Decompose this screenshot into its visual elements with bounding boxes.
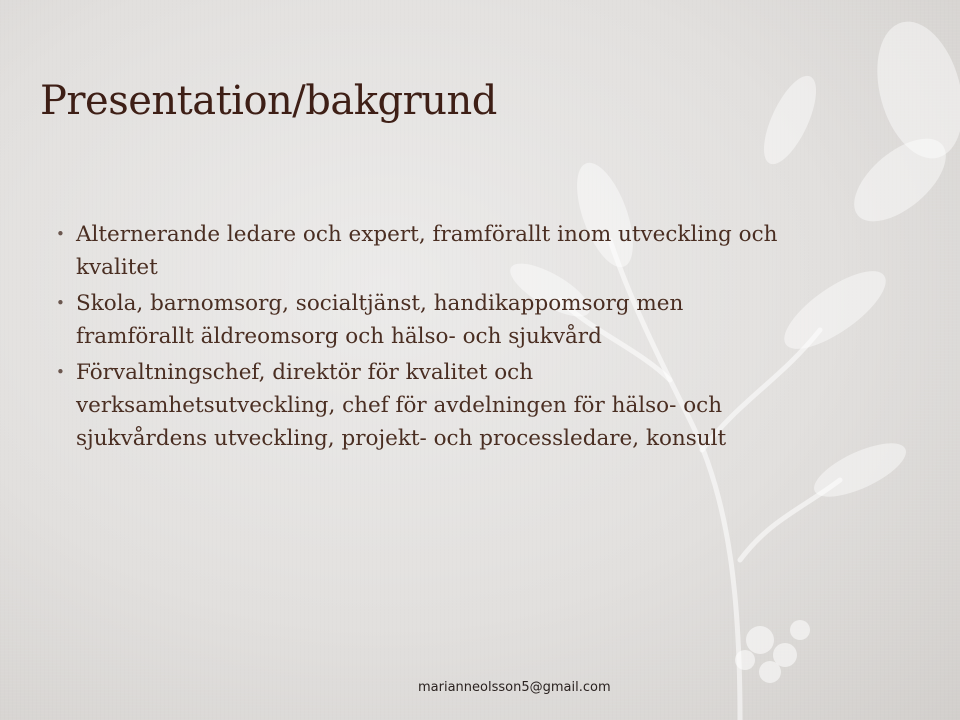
bullet-line: framförallt äldreomsorg och hälso- och sjukvård [76, 324, 602, 349]
slide-title: Presentation/bakgrund [40, 78, 497, 124]
bullet-line: kvalitet [76, 255, 158, 280]
bullet-line: Alternerande ledare och expert, framförallt inom utveckling och [76, 222, 778, 247]
bullet-icon: • [56, 225, 65, 243]
bullet-item [56, 287, 916, 353]
bullet-line: Skola, barnomsorg, socialtjänst, handikappomsorg men [76, 291, 684, 316]
bullet-icon: • [56, 363, 65, 381]
bullet-line: verksamhetsutveckling, chef för avdelningen för hälso- och [76, 393, 723, 418]
bullet-icon: • [56, 294, 65, 312]
bullet-item [56, 218, 916, 284]
bullet-item [56, 356, 916, 455]
footer-email: marianneolsson5@gmail.com [418, 680, 611, 695]
bullet-line: sjukvårdens utveckling, projekt- och processledare, konsult [76, 426, 727, 451]
bullet-list [56, 218, 916, 458]
bullet-line: Förvaltningschef, direktör för kvalitet och [76, 360, 534, 385]
